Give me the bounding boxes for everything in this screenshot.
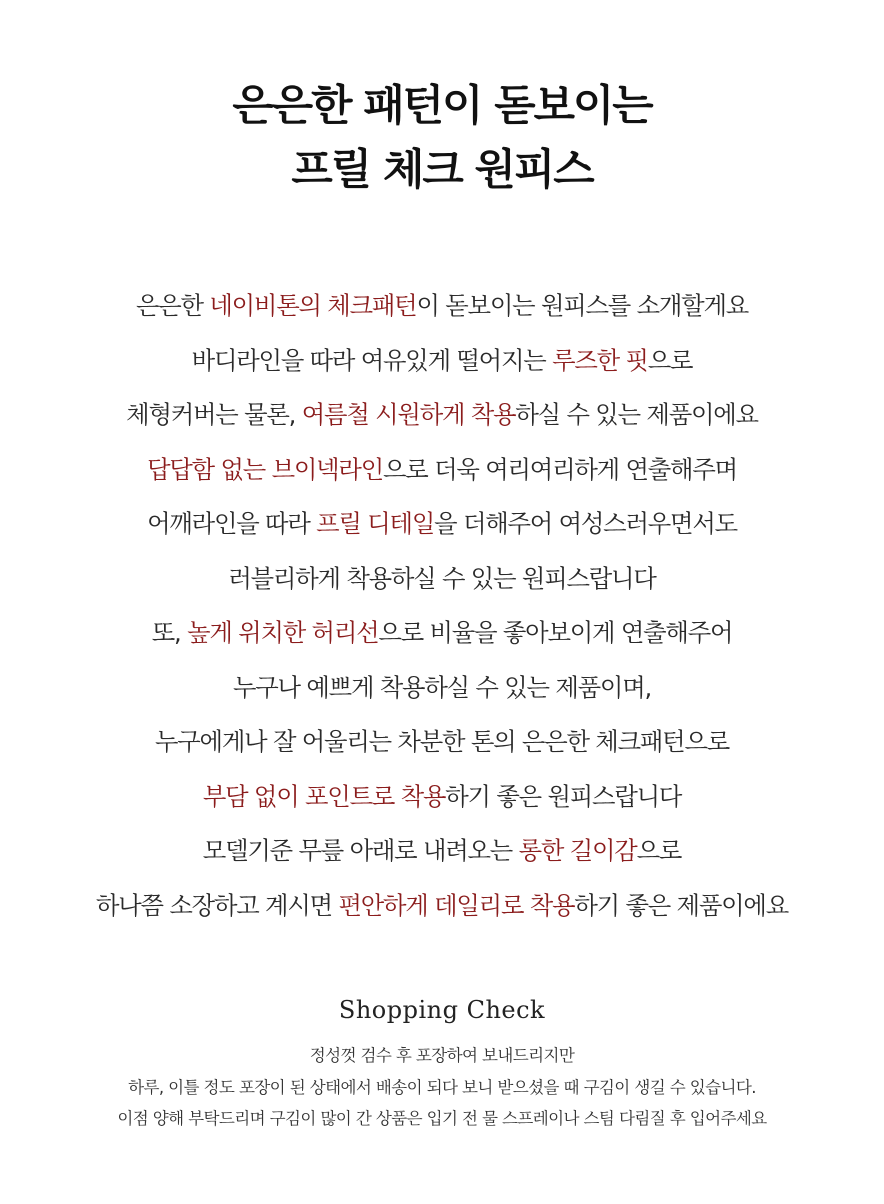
description-text: 바디라인을 따라 여유있게 떨어지는 — [191, 345, 553, 375]
description-line — [0, 279, 884, 334]
description-text: 이 돋보이는 원피스를 소개할게요 — [416, 291, 749, 320]
shopping-check-note: 이점 양해 부탁드리며 구김이 많이 간 상품은 입기 전 물 스프레이나 스팀 다림질 후 입어주세요 — [117, 1109, 767, 1128]
shopping-check-title: Shopping Check — [338, 996, 546, 1024]
description-text: 누구나 예쁘게 착용하실 수 있는 제품이며, — [232, 672, 652, 702]
description-text: 하기 좋은 원피스랍니다 — [445, 781, 682, 811]
description-text: 을 더해주어 여성스러우면서도 — [434, 509, 737, 538]
description-line — [0, 334, 884, 389]
description-text: 하실 수 있는 제품이에요 — [515, 400, 758, 429]
highlighted-phrase: 답답함 없는 브이넥라인 — [147, 454, 384, 484]
description-text: 러블리하게 착용하실 수 있는 원피스랍니다 — [228, 563, 656, 593]
highlighted-phrase: 편안하게 데일리로 착용 — [338, 890, 575, 920]
description-text: 체형커버는 물론, — [126, 400, 302, 429]
description-text: 하나쯤 소장하고 계시면 — [95, 890, 339, 920]
headline-line-1: 은은한 패턴이 돋보이는 — [232, 81, 652, 131]
description-line — [0, 879, 884, 934]
description-text: 어깨라인을 따라 — [147, 509, 317, 538]
product-description — [0, 279, 884, 933]
description-text: 으로 — [647, 345, 693, 375]
description-text: 으로 더욱 여리여리하게 연출해주며 — [383, 454, 737, 484]
description-line — [0, 661, 884, 716]
description-line — [0, 388, 884, 443]
highlighted-phrase: 높게 위치한 허리선 — [187, 618, 379, 647]
headline — [0, 74, 884, 202]
shopping-check-notes — [0, 1040, 884, 1135]
description-text: 누구에게나 잘 어울리는 차분한 톤의 은은한 체크패턴으로 — [154, 727, 730, 756]
shopping-check-note: 하루, 이틀 정도 포장이 된 상태에서 배송이 되다 보니 받으셨을 때 구김이 생길 수 있습니다. — [128, 1077, 756, 1097]
highlighted-phrase: 네이비톤의 체크패턴 — [209, 291, 417, 320]
description-text: 으로 — [636, 836, 682, 865]
description-line — [0, 552, 884, 607]
highlighted-phrase: 여름철 시원하게 착용 — [301, 400, 516, 429]
highlighted-phrase: 부담 없이 포인트로 착용 — [202, 781, 446, 811]
description-text: 하기 좋은 제품이에요 — [574, 890, 788, 920]
description-text: 은은한 — [135, 291, 210, 320]
shopping-check-note: 정성껏 검수 후 포장하여 보내드리지만 — [309, 1046, 575, 1065]
description-line — [0, 770, 884, 825]
headline-line-2: 프릴 체크 원피스 — [291, 145, 593, 195]
description-line — [0, 497, 884, 552]
highlighted-phrase: 프릴 디테일 — [316, 509, 435, 538]
highlighted-phrase: 루즈한 핏 — [552, 345, 648, 375]
description-text: 으로 비율을 좋아보이게 연출해주어 — [378, 618, 733, 647]
description-line — [0, 715, 884, 770]
description-text: 또, — [151, 618, 188, 647]
highlighted-phrase: 롱한 길이감 — [518, 836, 637, 865]
description-line — [0, 606, 884, 661]
description-line — [0, 443, 884, 498]
description-line — [0, 824, 884, 879]
description-text: 모델기준 무릎 아래로 내려오는 — [202, 836, 519, 865]
